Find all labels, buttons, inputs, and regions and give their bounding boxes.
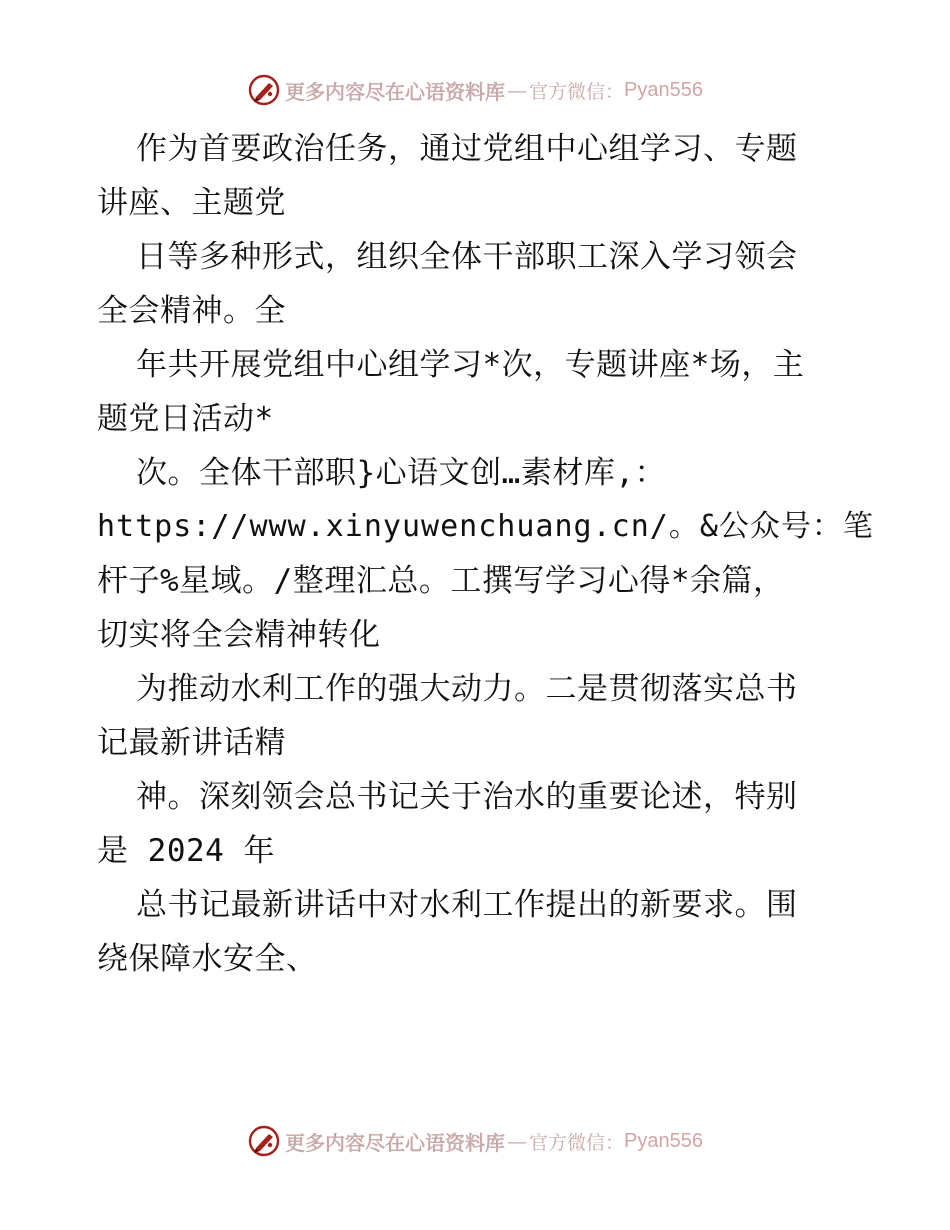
body-line: 记最新讲话精 (97, 725, 286, 761)
body-line: 杆子%星域。/整理汇总。工撰写学习心得*余篇， (97, 563, 785, 599)
body-line: 为推动水利工作的强大动力。二是贯彻落实总书 (136, 671, 798, 707)
body-line: 切实将全会精神转化 (97, 617, 381, 653)
body-line: 日等多种形式，组织全体干部职工深入学习领会 (136, 239, 798, 275)
body-line: 绕保障水安全、 (97, 941, 318, 977)
pen-seal-icon (247, 73, 281, 107)
body-line: 讲座、主题党 (97, 185, 286, 221)
banner-site-name: 更多内容尽在心语资料库 (285, 79, 505, 104)
pen-seal-icon (247, 1124, 281, 1158)
banner-wechat-id: Pyan556 (624, 1129, 703, 1152)
body-line: 题党日活动* (97, 401, 274, 437)
body-line: 次。全体干部职}心语文创…素材库,： (136, 455, 666, 491)
body-line: 全会精神。全 (97, 293, 286, 329)
banner-wechat-label: 官方微信： (529, 1131, 625, 1154)
banner-site-name: 更多内容尽在心语资料库 (285, 1130, 505, 1155)
document-body (97, 122, 874, 986)
body-line: 总书记最新讲话中对水利工作提出的新要求。围 (136, 887, 798, 923)
body-line: 作为首要政治任务，通过党组中心组学习、专题 (136, 131, 798, 167)
banner-wechat-label: 官方微信： (529, 80, 625, 103)
banner-dash: — (507, 78, 527, 102)
body-line-url: https://www.xinyuwenchuang.cn/。&公众号：笔 (97, 509, 874, 544)
banner-dash: — (507, 1129, 527, 1153)
body-line: 是 2024 年 (97, 833, 275, 869)
body-line: 神。深刻领会总书记关于治水的重要论述，特别 (136, 779, 798, 815)
footer-banner[interactable] (0, 1121, 950, 1161)
banner-wechat-id: Pyan556 (624, 78, 703, 101)
header-banner[interactable] (0, 70, 950, 110)
body-line: 年共开展党组中心组学习*次，专题讲座*场，主 (136, 347, 805, 383)
